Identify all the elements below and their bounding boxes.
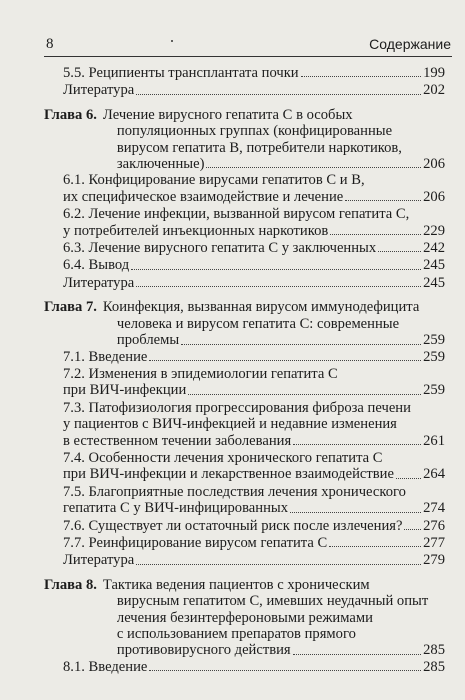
header-rule [44, 56, 452, 57]
dot-leader [396, 478, 421, 479]
dot-leader [378, 251, 421, 252]
dot-leader [149, 360, 421, 361]
dot-leader [330, 234, 421, 235]
chapter-title-line: вирусом гепатита В, потребители наркотиков, [116, 139, 402, 156]
toc-entry-line: в естественном течении заболевания [63, 432, 292, 449]
toc-entry-line: 7.2. Изменения в эпидемиологии гепатита С [63, 365, 338, 382]
toc-entry [44, 484, 445, 517]
toc-chapter [44, 107, 445, 173]
toc-page-number: 279 [423, 552, 445, 569]
toc-chapter [44, 299, 445, 348]
toc-entry-line: 8.1. Введение [63, 658, 148, 675]
dot-leader [329, 546, 421, 547]
dot-leader [136, 94, 421, 95]
dot-leader [293, 444, 421, 445]
chapter-title-line: заключенные) [116, 156, 205, 173]
chapter-label: Глава 7. [44, 299, 97, 316]
toc-page-number: 245 [423, 274, 445, 291]
print-dot [171, 40, 173, 42]
chapter-title-line: с использованием препаратов прямого [116, 626, 356, 642]
table-of-contents [44, 65, 445, 676]
toc-page-number: 285 [423, 642, 445, 659]
toc-entry-line: Литература [63, 552, 135, 569]
toc-page-number: 276 [423, 517, 445, 534]
toc-entry-line: 7.7. Реинфицирование вирусом гепатита С [63, 534, 328, 551]
dot-leader [293, 654, 421, 655]
toc-entry [44, 450, 445, 483]
toc-chapter [44, 577, 445, 659]
dot-leader [131, 269, 421, 270]
toc-entry [44, 65, 445, 81]
chapter-title-line: противовирусного действия [116, 642, 291, 659]
toc-entry-line: у потребителей инъекционных наркотиков [63, 222, 329, 239]
chapter-title-line: популяционных группах (конфицированные [116, 123, 393, 140]
dot-leader [206, 167, 421, 168]
toc-page-number: 245 [423, 257, 445, 274]
dot-leader [290, 512, 421, 513]
toc-entry-line: 6.2. Лечение инфекции, вызванной вирусом гепатита С, [63, 206, 410, 223]
toc-page-number: 199 [423, 65, 445, 81]
toc-entry-line: 5.5. Реципиенты трансплантата почки [63, 65, 299, 81]
toc-entry [44, 275, 445, 291]
dot-leader [181, 344, 421, 345]
toc-entry-line: при ВИЧ-инфекции [63, 382, 187, 399]
toc-entry [44, 240, 445, 256]
toc-entry [44, 172, 445, 205]
toc-page-number: 264 [423, 466, 445, 483]
chapter-label: Глава 6. [44, 106, 97, 123]
toc-entry-line: при ВИЧ-инфекции и лекарственное взаимодействие [63, 466, 394, 483]
toc-entry-line: Литература [63, 82, 135, 99]
chapter-title-line: Тактика ведения пациентов с хроническим [102, 576, 370, 593]
toc-page-number: 206 [423, 188, 445, 205]
toc-entry-line: 7.4. Особенности лечения хронического гепатита С [63, 449, 383, 466]
toc-entry-line: 7.5. Благоприятные последствия лечения хронического [63, 483, 406, 500]
chapter-title-line: проблемы [116, 332, 180, 349]
toc-entry-line: гепатита С у ВИЧ-инфицированных [63, 500, 288, 517]
chapter-title-line: Лечение вирусного гепатита С в особых [102, 106, 353, 123]
dot-leader [301, 76, 422, 77]
toc-entry [44, 82, 445, 98]
chapter-title-line: вирусным гепатитом С, имевших неудачный опыт [116, 593, 429, 610]
toc-page-number: 285 [423, 658, 445, 675]
dot-leader [188, 394, 421, 395]
running-header-title: Содержание [369, 36, 451, 52]
dot-leader [404, 529, 421, 530]
toc-page-number: 261 [423, 432, 445, 449]
dot-leader [149, 670, 421, 671]
toc-entry [44, 518, 445, 534]
toc-entry [44, 366, 445, 399]
dot-leader [136, 286, 421, 287]
toc-entry-line: их специфическое взаимодействие и лечение [63, 188, 344, 205]
toc-entry-line: 7.1. Введение [63, 348, 148, 365]
chapter-title-line: лечения безинтерфероновыми режимами [116, 609, 373, 626]
toc-entry [44, 257, 445, 273]
toc-page-number: 206 [423, 156, 445, 173]
toc-entry-line: 7.6. Существует ли остаточный риск после излечения? [63, 517, 403, 534]
chapter-label: Глава 8. [44, 576, 97, 593]
toc-entry-line: 6.4. Вывод [63, 257, 130, 274]
toc-page-number: 259 [423, 332, 445, 349]
toc-entry [44, 659, 445, 675]
chapter-title-line: Коинфекция, вызванная вирусом иммунодефицита [102, 299, 420, 316]
toc-page-number: 259 [423, 382, 445, 399]
toc-page-number: 202 [423, 82, 445, 99]
toc-entry-line: у пациентов с ВИЧ-инфекцией и недавние изменения [63, 416, 397, 433]
toc-entry-line: 6.1. Конфицирование вирусами гепатитов С и В, [63, 172, 365, 189]
toc-entry [44, 206, 445, 239]
dot-leader [345, 200, 421, 201]
toc-entry [44, 400, 445, 449]
toc-entry-line: 6.3. Лечение вирусного гепатита С у заключенных [63, 240, 377, 257]
toc-page-number: 242 [423, 240, 445, 257]
toc-entry-line: 7.3. Патофизиология прогрессирования фиброза печени [63, 399, 411, 416]
toc-entry [44, 535, 445, 551]
toc-page-number: 274 [423, 500, 445, 517]
dot-leader [136, 564, 421, 565]
toc-page-number: 259 [423, 348, 445, 365]
toc-entry-line: Литература [63, 274, 135, 291]
chapter-title-line: человека и вирусом гепатита С: современные [116, 315, 400, 332]
toc-page-number: 277 [423, 534, 445, 551]
toc-entry [44, 349, 445, 365]
toc-entry [44, 552, 445, 568]
toc-page-number: 229 [423, 222, 445, 239]
page-number: 8 [46, 36, 54, 52]
